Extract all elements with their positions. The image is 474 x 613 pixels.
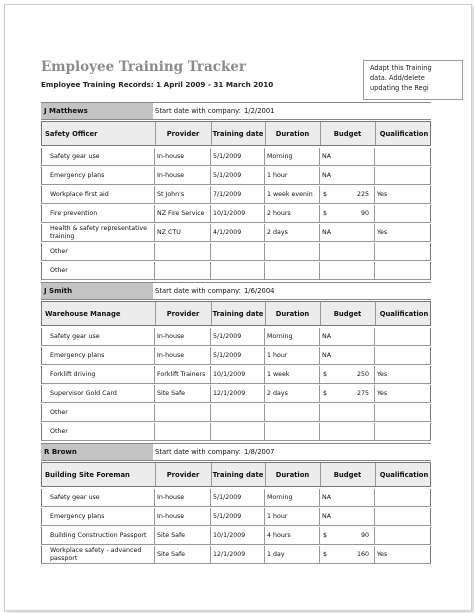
training-date-cell[interactable]: 5/1/2009 bbox=[210, 508, 263, 525]
budget-cell[interactable] bbox=[319, 366, 373, 383]
training-date-cell[interactable]: 5/1/2009 bbox=[210, 347, 263, 364]
budget-cell[interactable] bbox=[319, 527, 373, 544]
training-date-cell[interactable]: 7/1/2009 bbox=[210, 186, 263, 203]
table-row bbox=[41, 205, 431, 223]
training-date-cell[interactable]: 4/1/2009 bbox=[210, 224, 263, 241]
employee-bar bbox=[41, 282, 431, 300]
duration-cell[interactable]: Morning bbox=[264, 489, 318, 506]
provider-cell[interactable] bbox=[154, 243, 209, 260]
start-date-caption: Start date with company: bbox=[155, 448, 241, 456]
provider-header: Provider bbox=[155, 302, 210, 325]
page-title: Employee Training Tracker bbox=[41, 59, 247, 75]
column-header-row bbox=[41, 121, 431, 146]
instruction-note: Adapt this Training data. Add/delete updating the Regi bbox=[363, 60, 463, 100]
qualification-cell[interactable] bbox=[374, 243, 431, 260]
table-row bbox=[41, 243, 431, 261]
duration-cell[interactable]: 2 days bbox=[264, 224, 318, 241]
table-row bbox=[41, 489, 431, 507]
course-cell[interactable]: Emergency plans bbox=[41, 167, 153, 184]
budget-value: 90 bbox=[360, 532, 369, 539]
course-cell[interactable]: Safety gear use bbox=[41, 328, 153, 345]
duration-cell[interactable]: 2 days bbox=[264, 385, 318, 402]
budget-cell[interactable]: NA bbox=[319, 328, 373, 345]
duration-cell[interactable]: 2 hours bbox=[264, 205, 318, 222]
budget-currency: $ bbox=[323, 551, 328, 558]
budget-cell[interactable] bbox=[319, 423, 373, 440]
course-cell[interactable]: Forklift driving bbox=[41, 366, 153, 383]
qualification-cell[interactable] bbox=[374, 527, 431, 544]
training-date-header: Training date bbox=[211, 122, 264, 145]
column-header-row bbox=[41, 301, 431, 326]
provider-cell[interactable]: In-house bbox=[154, 167, 209, 184]
duration-cell[interactable]: 1 hour bbox=[264, 508, 318, 525]
budget-value: 90 bbox=[360, 210, 369, 217]
start-date-label bbox=[155, 103, 275, 119]
table-row bbox=[41, 546, 431, 564]
provider-cell[interactable] bbox=[154, 404, 209, 421]
course-cell[interactable]: Safety gear use bbox=[41, 148, 153, 165]
table-row bbox=[41, 508, 431, 526]
duration-header: Duration bbox=[265, 302, 319, 325]
table-row bbox=[41, 148, 431, 166]
training-date-cell[interactable]: 12/1/2009 bbox=[210, 385, 263, 402]
provider-cell[interactable]: St John's bbox=[154, 186, 209, 203]
course-cell[interactable]: Other bbox=[41, 404, 153, 421]
course-cell[interactable]: Other bbox=[41, 262, 153, 279]
qualification-cell[interactable] bbox=[374, 167, 431, 184]
qualification-cell[interactable] bbox=[374, 347, 431, 364]
budget-value: 225 bbox=[356, 191, 369, 198]
duration-header: Duration bbox=[265, 122, 319, 145]
budget-cell[interactable]: NA bbox=[319, 489, 373, 506]
table-row bbox=[41, 224, 431, 242]
training-date-cell[interactable]: 10/1/2009 bbox=[210, 366, 263, 383]
course-cell[interactable]: Other bbox=[41, 423, 153, 440]
table-row bbox=[41, 328, 431, 346]
qualification-cell[interactable]: Yes bbox=[374, 186, 431, 203]
employee-name: R Brown bbox=[41, 444, 153, 460]
provider-cell[interactable]: NZ CTU bbox=[154, 224, 209, 241]
course-cell[interactable]: Emergency plans bbox=[41, 508, 153, 525]
training-date-cell[interactable] bbox=[210, 423, 263, 440]
budget-header: Budget bbox=[320, 302, 374, 325]
qualification-cell[interactable] bbox=[374, 328, 431, 345]
training-date-cell[interactable] bbox=[210, 243, 263, 260]
budget-cell[interactable]: NA bbox=[319, 224, 373, 241]
budget-cell[interactable] bbox=[319, 186, 373, 203]
start-date-value: 1/2/2001 bbox=[243, 107, 275, 115]
budget-cell[interactable] bbox=[319, 262, 373, 279]
qualification-header: Qualification bbox=[375, 302, 432, 325]
provider-cell[interactable]: Site Safe bbox=[154, 527, 209, 544]
qualification-cell[interactable] bbox=[374, 205, 431, 222]
course-cell[interactable]: Fire prevention bbox=[41, 205, 153, 222]
qualification-header: Qualification bbox=[375, 122, 432, 145]
job-role-header: Safety Officer bbox=[45, 129, 98, 138]
training-date-cell[interactable]: 10/1/2009 bbox=[210, 205, 263, 222]
qualification-cell[interactable] bbox=[374, 148, 431, 165]
qualification-cell[interactable] bbox=[374, 489, 431, 506]
qualification-cell[interactable] bbox=[374, 404, 431, 421]
provider-cell[interactable] bbox=[154, 262, 209, 279]
training-date-cell[interactable]: 10/1/2009 bbox=[210, 527, 263, 544]
training-date-cell[interactable] bbox=[210, 404, 263, 421]
qualification-cell[interactable]: Yes bbox=[374, 366, 431, 383]
table-row bbox=[41, 186, 431, 204]
training-date-header: Training date bbox=[211, 463, 264, 486]
training-date-header: Training date bbox=[211, 302, 264, 325]
course-cell[interactable]: Emergency plans bbox=[41, 347, 153, 364]
budget-currency: $ bbox=[323, 191, 328, 198]
provider-cell[interactable]: In-house bbox=[154, 347, 209, 364]
start-date-caption: Start date with company: bbox=[155, 287, 241, 295]
training-date-cell[interactable] bbox=[210, 262, 263, 279]
duration-header: Duration bbox=[265, 463, 319, 486]
page-subtitle: Employee Training Records: 1 April 2009 - 31 March 2010 bbox=[41, 80, 274, 89]
table-row bbox=[41, 527, 431, 545]
qualification-cell[interactable] bbox=[374, 262, 431, 279]
budget-value: 250 bbox=[356, 371, 369, 378]
training-date-cell[interactable]: 5/1/2009 bbox=[210, 148, 263, 165]
provider-cell[interactable]: Forklift Trainers bbox=[154, 366, 209, 383]
duration-cell[interactable] bbox=[264, 404, 318, 421]
table-row bbox=[41, 404, 431, 422]
duration-cell[interactable]: 1 hour bbox=[264, 167, 318, 184]
duration-cell[interactable]: 4 hours bbox=[264, 527, 318, 544]
start-date-value: 1/6/2004 bbox=[243, 287, 275, 295]
qualification-cell[interactable]: Yes bbox=[374, 546, 431, 563]
qualification-cell[interactable]: Yes bbox=[374, 224, 431, 241]
budget-cell[interactable] bbox=[319, 205, 373, 222]
training-date-cell[interactable]: 5/1/2009 bbox=[210, 489, 263, 506]
budget-cell[interactable]: NA bbox=[319, 508, 373, 525]
employee-name: J Matthews bbox=[41, 103, 153, 119]
table-row bbox=[41, 347, 431, 365]
budget-currency: $ bbox=[323, 210, 328, 217]
employee-name: J Smith bbox=[41, 283, 153, 299]
table-row bbox=[41, 423, 431, 441]
duration-cell[interactable] bbox=[264, 243, 318, 260]
employee-bar bbox=[41, 102, 431, 120]
table-row bbox=[41, 385, 431, 403]
provider-cell[interactable] bbox=[154, 423, 209, 440]
table-row bbox=[41, 262, 431, 280]
duration-cell[interactable]: 1 week bbox=[264, 366, 318, 383]
budget-cell[interactable] bbox=[319, 243, 373, 260]
duration-cell[interactable] bbox=[264, 423, 318, 440]
provider-header: Provider bbox=[155, 463, 210, 486]
budget-value: 275 bbox=[356, 390, 369, 397]
provider-cell[interactable]: In-house bbox=[154, 508, 209, 525]
provider-cell[interactable]: NZ Fire Service bbox=[154, 205, 209, 222]
duration-cell[interactable] bbox=[264, 262, 318, 279]
job-role-header: Warehouse Manage bbox=[45, 309, 121, 318]
budget-header: Budget bbox=[320, 463, 374, 486]
budget-currency: $ bbox=[323, 532, 328, 539]
tracker-page bbox=[4, 4, 472, 611]
qualification-cell[interactable] bbox=[374, 423, 431, 440]
budget-header: Budget bbox=[320, 122, 374, 145]
training-date-cell[interactable]: 12/1/2009 bbox=[210, 546, 263, 563]
start-date-caption: Start date with company: bbox=[155, 107, 241, 115]
table-row bbox=[41, 366, 431, 384]
table-row bbox=[41, 167, 431, 185]
course-cell[interactable]: Workplace safety - advanced passport bbox=[41, 546, 153, 563]
course-cell[interactable]: Supervisor Gold Card bbox=[41, 385, 153, 402]
start-date-value: 1/8/2007 bbox=[243, 448, 275, 456]
budget-cell[interactable]: NA bbox=[319, 347, 373, 364]
qualification-cell[interactable] bbox=[374, 508, 431, 525]
budget-cell[interactable] bbox=[319, 385, 373, 402]
start-date-label bbox=[155, 283, 275, 299]
qualification-header: Qualification bbox=[375, 463, 432, 486]
course-cell[interactable]: Safety gear use bbox=[41, 489, 153, 506]
employee-bar bbox=[41, 443, 431, 461]
start-date-label bbox=[155, 444, 275, 460]
duration-cell[interactable]: 1 week evenin bbox=[264, 186, 318, 203]
duration-cell[interactable]: 1 hour bbox=[264, 347, 318, 364]
course-cell[interactable]: Other bbox=[41, 243, 153, 260]
column-header-row bbox=[41, 462, 431, 487]
duration-cell[interactable]: 1 day bbox=[264, 546, 318, 563]
budget-value: 160 bbox=[356, 551, 369, 558]
budget-cell[interactable] bbox=[319, 546, 373, 563]
provider-cell[interactable]: In-house bbox=[154, 328, 209, 345]
course-cell[interactable]: Health & safety representative training bbox=[41, 224, 153, 241]
course-cell[interactable]: Workplace first aid bbox=[41, 186, 153, 203]
provider-cell[interactable]: Site Safe bbox=[154, 546, 209, 563]
budget-currency: $ bbox=[323, 371, 328, 378]
course-cell[interactable]: Building Construction Passport bbox=[41, 527, 153, 544]
budget-cell[interactable]: NA bbox=[319, 148, 373, 165]
qualification-cell[interactable]: Yes bbox=[374, 385, 431, 402]
budget-cell[interactable]: NA bbox=[319, 167, 373, 184]
budget-cell[interactable] bbox=[319, 404, 373, 421]
duration-cell[interactable]: Morning bbox=[264, 328, 318, 345]
training-date-cell[interactable]: 5/1/2009 bbox=[210, 167, 263, 184]
job-role-header: Building Site Foreman bbox=[45, 470, 130, 479]
provider-header: Provider bbox=[155, 122, 210, 145]
provider-cell[interactable]: In-house bbox=[154, 489, 209, 506]
duration-cell[interactable]: Morning bbox=[264, 148, 318, 165]
budget-currency: $ bbox=[323, 390, 328, 397]
provider-cell[interactable]: Site Safe bbox=[154, 385, 209, 402]
training-date-cell[interactable]: 5/1/2009 bbox=[210, 328, 263, 345]
provider-cell[interactable]: In-house bbox=[154, 148, 209, 165]
